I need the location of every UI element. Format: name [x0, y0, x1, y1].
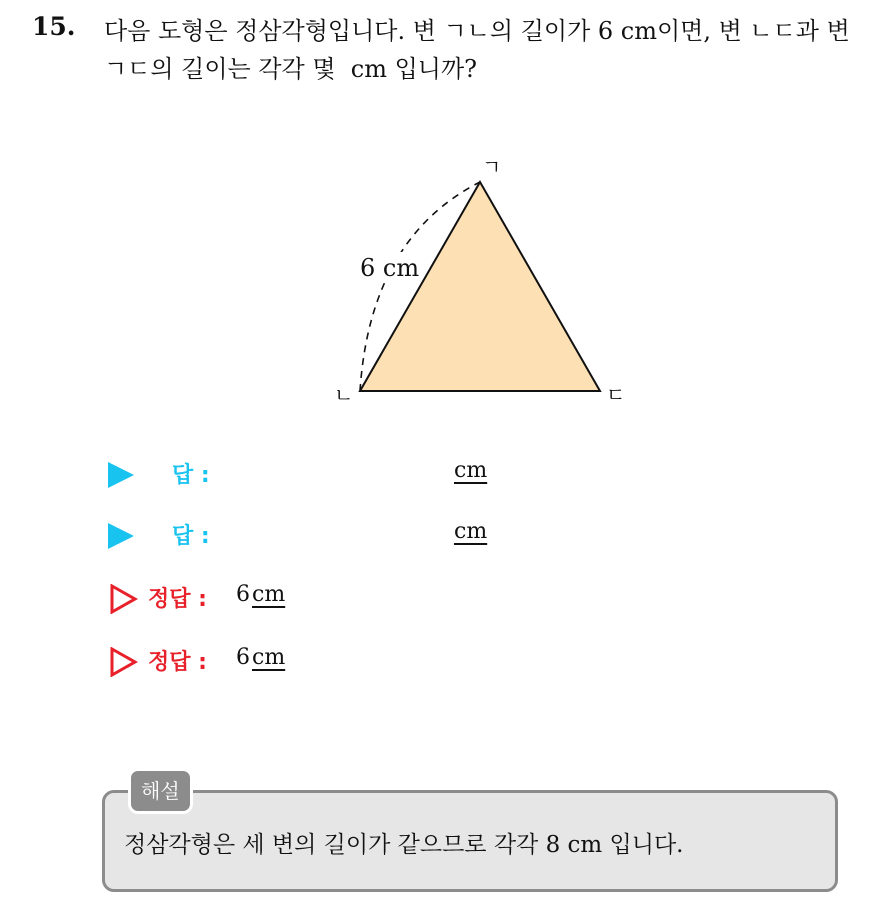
answer-label: 답 : [172, 524, 210, 549]
answer-unit: cm [454, 519, 488, 544]
correct-answer-label: 정답 : [148, 650, 207, 675]
answer-row-2 [108, 517, 708, 557]
question-number: 15. [32, 12, 76, 41]
correct-answer-label: 정답 : [148, 587, 207, 612]
answer-unit: cm [454, 458, 488, 483]
outline-arrow-icon [110, 584, 138, 614]
correct-answer-unit: cm [252, 582, 286, 607]
question-text: 다음 도형은 정삼각형입니다. 변 ㄱㄴ의 길이가 6 cm이면, 변 ㄴㄷ과 변 ㄱㄷ의 길이는 각각 몇 cm 입니까? [104, 17, 858, 83]
side-length-label: 6 cm [360, 254, 420, 282]
triangle-figure [320, 148, 640, 408]
outline-arrow-icon [110, 647, 138, 677]
answer-row-1 [108, 456, 708, 496]
explanation-text: 정삼각형은 세 변의 길이가 같으므로 각각 8 cm 입니다. [124, 832, 684, 858]
correct-answer-row-1 [108, 580, 708, 620]
vertex-label-top: ㄱ [482, 155, 502, 179]
vertex-label-right: ㄷ [606, 383, 626, 407]
play-arrow-icon [108, 523, 134, 549]
explanation-tag: 해설 [128, 768, 193, 814]
correct-answer-unit: cm [252, 645, 286, 670]
correct-answer-value: 6cm [236, 645, 286, 670]
play-arrow-icon [108, 462, 134, 488]
equilateral-triangle [360, 182, 600, 391]
vertex-label-left: ㄴ [334, 383, 354, 407]
correct-answer-row-2 [108, 643, 708, 683]
correct-answer-value: 6cm [236, 582, 286, 607]
answer-label: 답 : [172, 463, 210, 488]
